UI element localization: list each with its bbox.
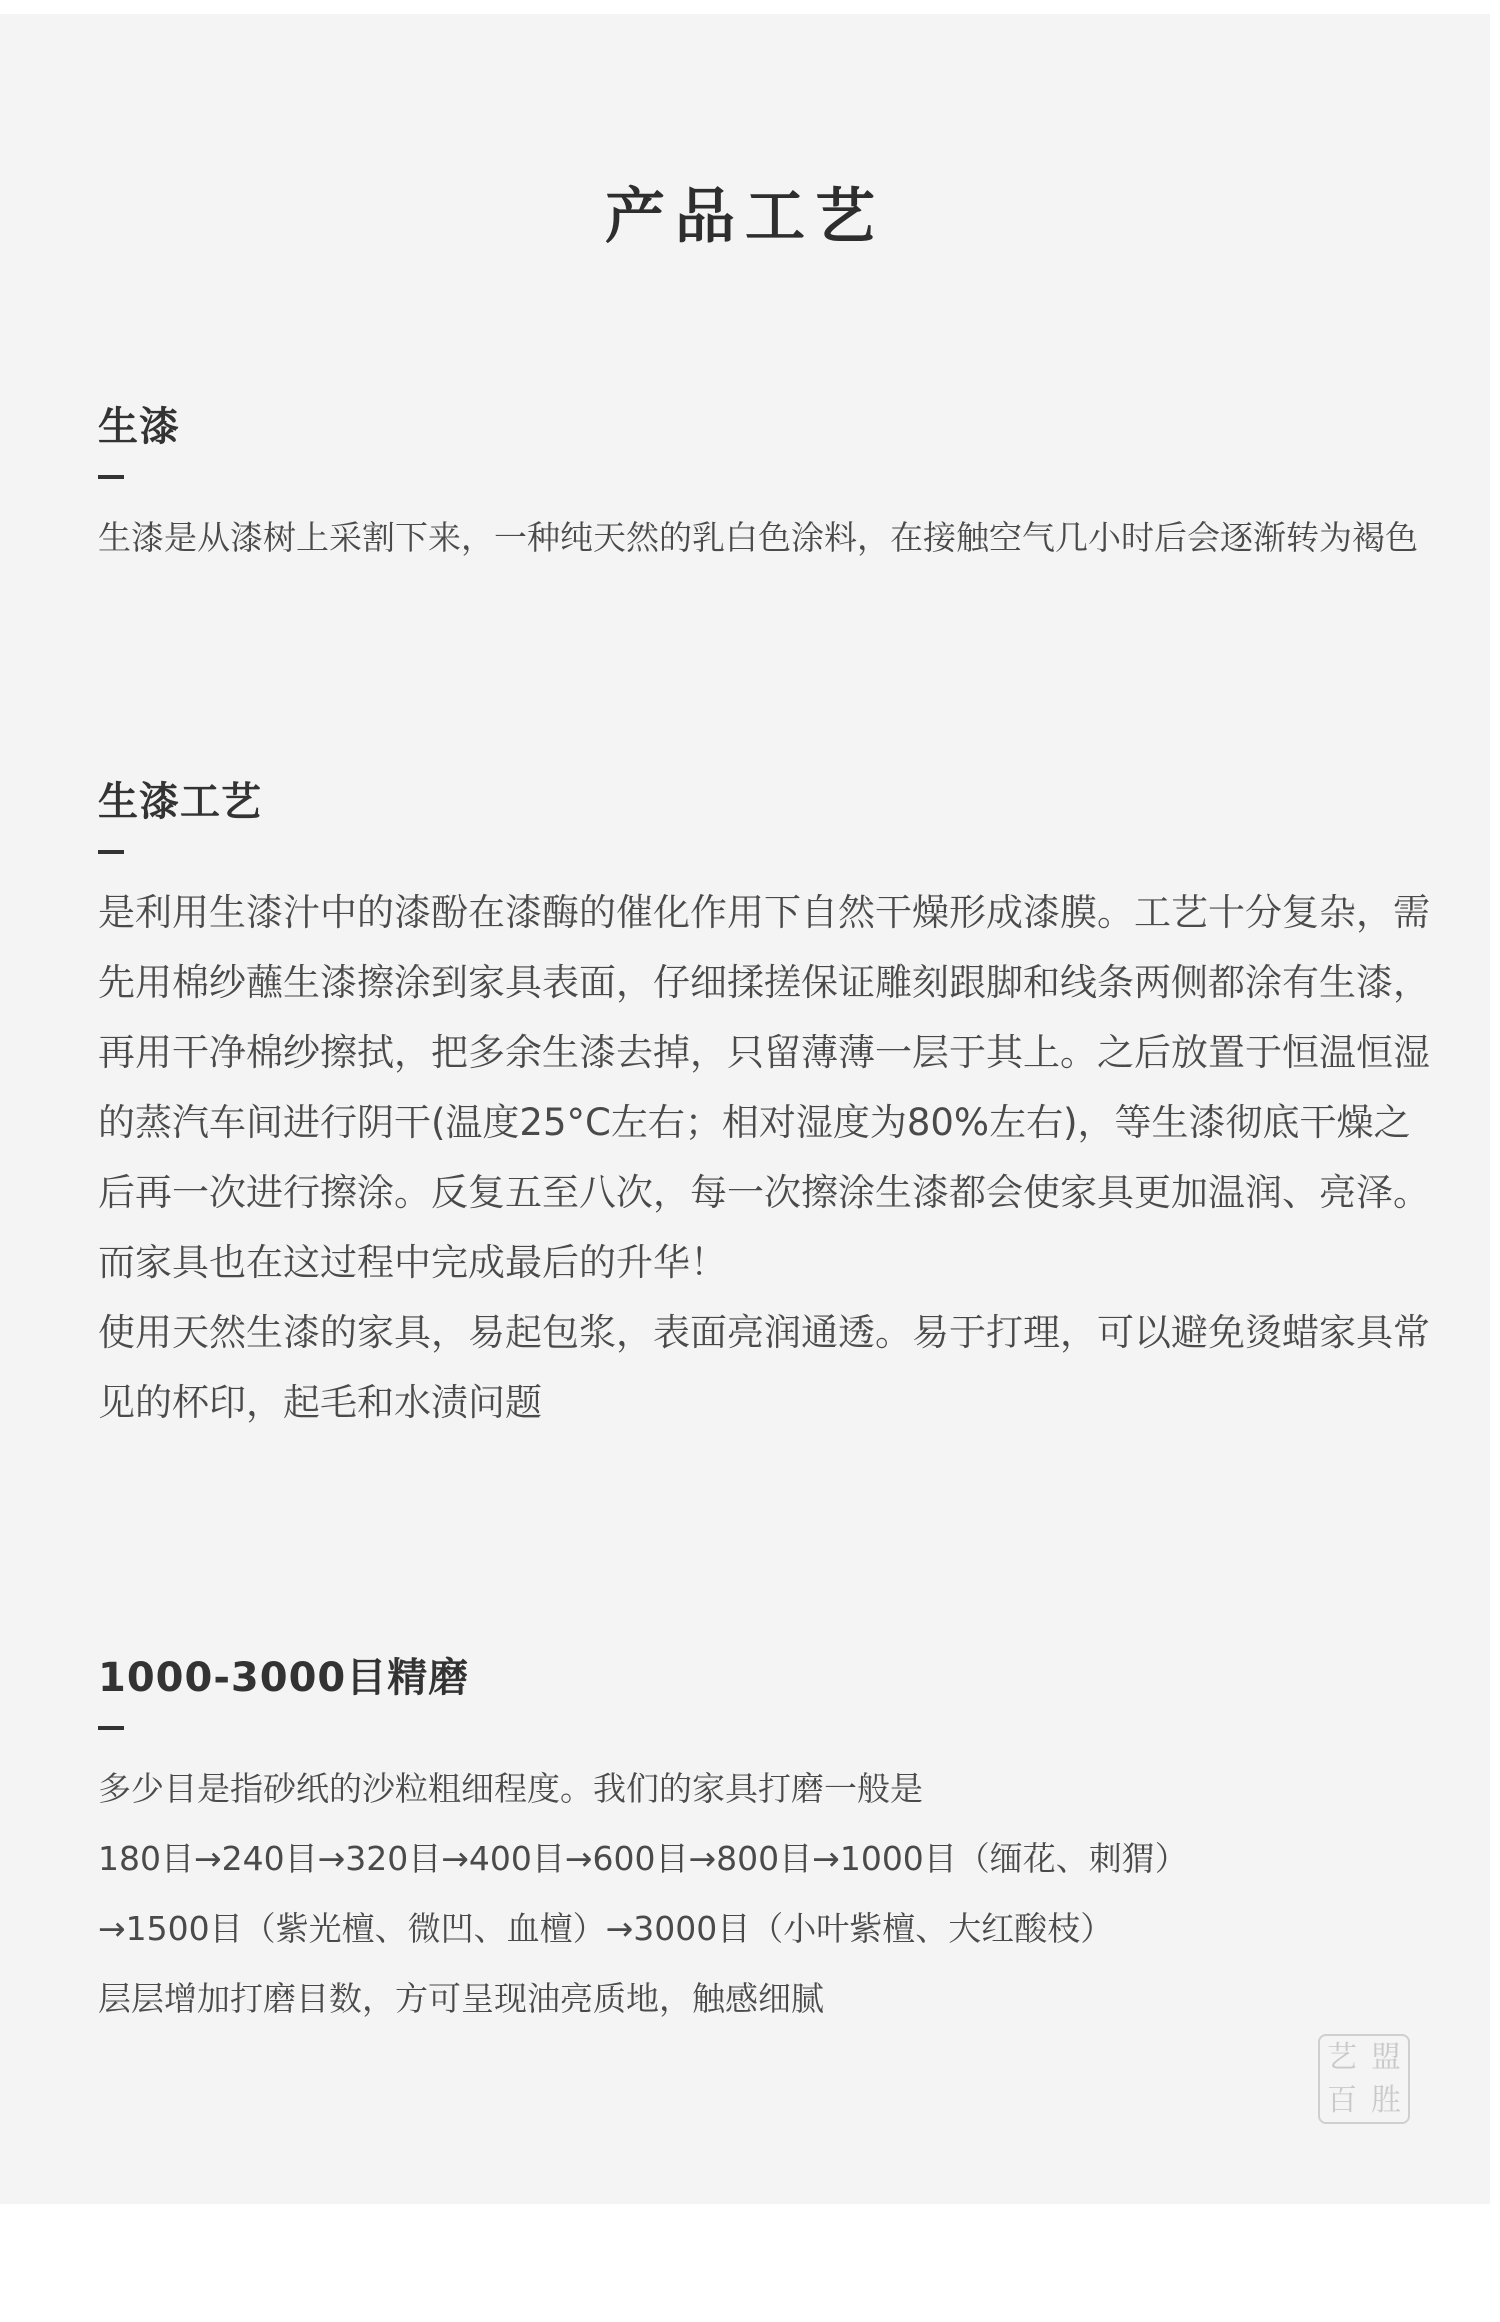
section-lacquer-process bbox=[98, 774, 1433, 1438]
section-heading: 生漆 bbox=[98, 404, 180, 450]
seal-char: 艺 bbox=[1327, 2039, 1357, 2075]
heading-divider bbox=[98, 475, 124, 479]
paragraph: 生漆是从漆树上采割下来，一种纯天然的乳白色涂料，在接触空气几小时后会逐渐转为褐色 bbox=[98, 518, 1418, 557]
heading-divider bbox=[98, 850, 124, 854]
heading-divider bbox=[98, 1726, 124, 1730]
section-heading: 生漆工艺 bbox=[98, 779, 262, 825]
seal-char: 盟 bbox=[1371, 2039, 1401, 2075]
paragraph: 是利用生漆汁中的漆酚在漆酶的催化作用下自然干燥形成漆膜。工艺十分复杂，需先用棉纱蘸生漆擦涂到家具表面，仔细揉搓保证雕刻跟脚和线条两侧都涂有生漆，再用干净棉纱擦拭，把多余生漆去掉，只留薄薄一层于其上。之后放置于恒温恒湿的蒸汽车间进行阴干(温度25°C左右；相对湿度为80%左右)，等生漆彻底干燥之后再一次进行擦涂。反复五至八次，每一次擦涂生漆都会使家具更加温润、亮泽。而家具也在这过程中完成最后的升华！ bbox=[98, 891, 1430, 1284]
paragraph: 多少目是指砂纸的沙粒粗细程度。我们的家具打磨一般是 bbox=[98, 1769, 923, 1808]
paragraph: 180目→240目→320目→400目→600目→800目→1000目（缅花、刺猬） bbox=[98, 1839, 1188, 1878]
section-body bbox=[98, 503, 1433, 573]
paragraph: →1500目（紫光檀、微凹、血檀）→3000目（小叶紫檀、大红酸枝） bbox=[98, 1909, 1114, 1948]
brand-seal-watermark bbox=[1318, 2034, 1410, 2124]
seal-char: 胜 bbox=[1371, 2082, 1401, 2118]
section-body bbox=[98, 1754, 1433, 2034]
content-panel bbox=[0, 14, 1490, 2204]
paragraph: 层层增加打磨目数，方可呈现油亮质地，触感细腻 bbox=[98, 1979, 824, 2018]
section-raw-lacquer bbox=[98, 399, 1433, 573]
section-heading: 1000-3000目精磨 bbox=[98, 1655, 470, 1701]
seal-char: 百 bbox=[1327, 2082, 1357, 2118]
paragraph: 使用天然生漆的家具，易起包浆，表面亮润通透。易于打理，可以避免烫蜡家具常见的杯印，起毛和水渍问题 bbox=[98, 1311, 1430, 1424]
page-title: 产品工艺 bbox=[605, 182, 885, 252]
section-body bbox=[98, 878, 1433, 1438]
section-fine-sanding bbox=[98, 1650, 1433, 2034]
